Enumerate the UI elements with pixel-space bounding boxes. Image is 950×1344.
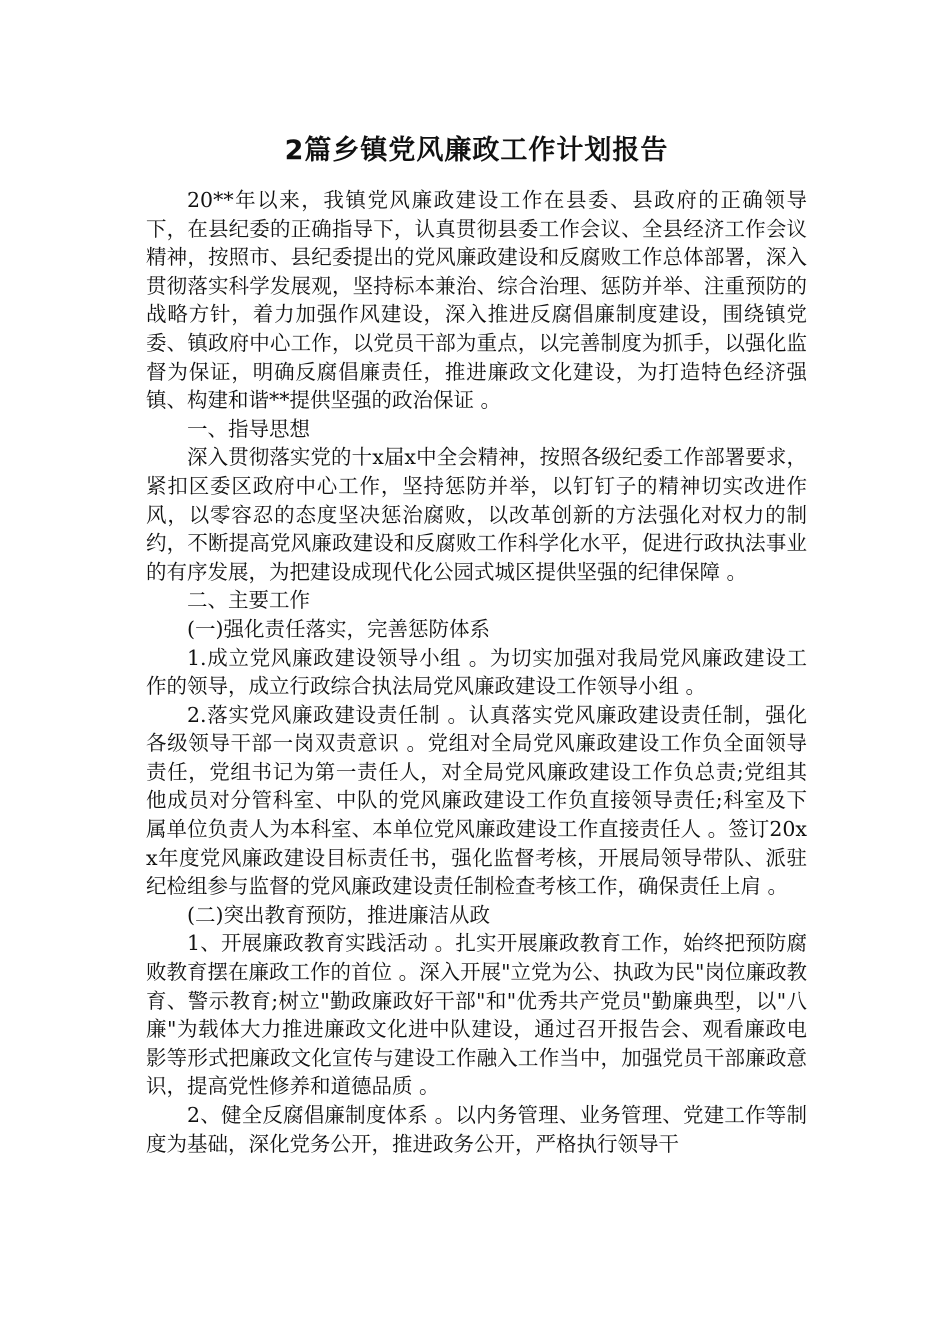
item-education-activities: 1、开展廉政教育实践活动 。扎实开展廉政教育工作，始终把预防腐败教育摆在廉政工作的首位 。深入开展"立党为公、执政为民"岗位廉政教育、警示教育;树立"勤政廉政好干部"和"优秀共产党员"勤廉典型，以"八廉"为载体大力推进廉政文化进中队建设，通过召开报告会、观看廉政电影等形式把廉政文化宣传与建设工作融入工作当中，加强党员干部廉政意识，提高党性修养和道德品质 。 [146,931,807,1099]
section-heading-guiding-ideology: 一、指导思想 [187,416,310,441]
item-leadership-group: 1.成立党风廉政建设领导小组 。为切实加强对我局党风廉政建设工作的领导，成立行政综合执法局党风廉政建设工作领导小组 。 [146,645,807,699]
subsection-heading-education: (二)突出教育预防，推进廉洁从政 [187,902,490,927]
section-heading-main-work: 二、主要工作 [187,588,310,613]
subsection-heading-responsibility: (一)强化责任落实，完善惩防体系 [187,616,490,641]
document-body [146,186,807,1158]
intro-paragraph: 20**年以来，我镇党风廉政建设工作在县委、县政府的正确领导下，在县纪委的正确指导下，认真贯彻县委工作会议、全县经济工作会议精神，按照市、县纪委提出的党风廉政建设和反腐败工作总体部署，深入贯彻落实科学发展观，坚持标本兼治、综合治理、惩防并举、注重预防的战略方针，着力加强作风建设，深入推进反腐倡廉制度建设，围绕镇党委、镇政府中心工作，以党员干部为重点，以完善制度为抓手，以强化监督为保证，明确反腐倡廉责任，推进廉政文化建设，为打造特色经济强镇、构建和谐**提供坚强的政治保证 。 [146,188,807,413]
guiding-ideology-paragraph: 深入贯彻落实党的十x届x中全会精神，按照各级纪委工作部署要求，紧扣区委区政府中心工作，坚持惩防并举，以钉钉子的精神切实改进作风，以零容忍的态度坚决惩治腐败，以改革创新的方法强化对权力的制约，不断提高党风廉政建设和反腐败工作科学化水平，促进行政执法事业的有序发展，为把建设成现代化公园式城区提供坚强的纪律保障 。 [146,445,807,584]
document-title: 2篇乡镇党风廉政工作计划报告 [284,135,669,166]
item-institution-system: 2、健全反腐倡廉制度体系 。以内务管理、业务管理、党建工作等制度为基础，深化党务公开，推进政务公开，严格执行领导干 [146,1103,807,1156]
item-responsibility-system: 2.落实党风廉政建设责任制 。认真落实党风廉政建设责任制，强化各级领导干部一岗双责意识 。党组对全局党风廉政建设工作负全面领导责任，党组书记为第一责任人，对全局党风廉政建设工作负总责;党组其他成员对分管科室、中队的党风廉政建设工作负直接领导责任;科室及下属单位负责人为本科室、本单位党风廉政建设工作直接责任人 。签订20xx年度党风廉政建设目标责任书，强化监督考核，开展局领导带队、派驻纪检组参与监督的党风廉政建设责任制检查考核工作，确保责任上肩 。 [146,702,807,899]
